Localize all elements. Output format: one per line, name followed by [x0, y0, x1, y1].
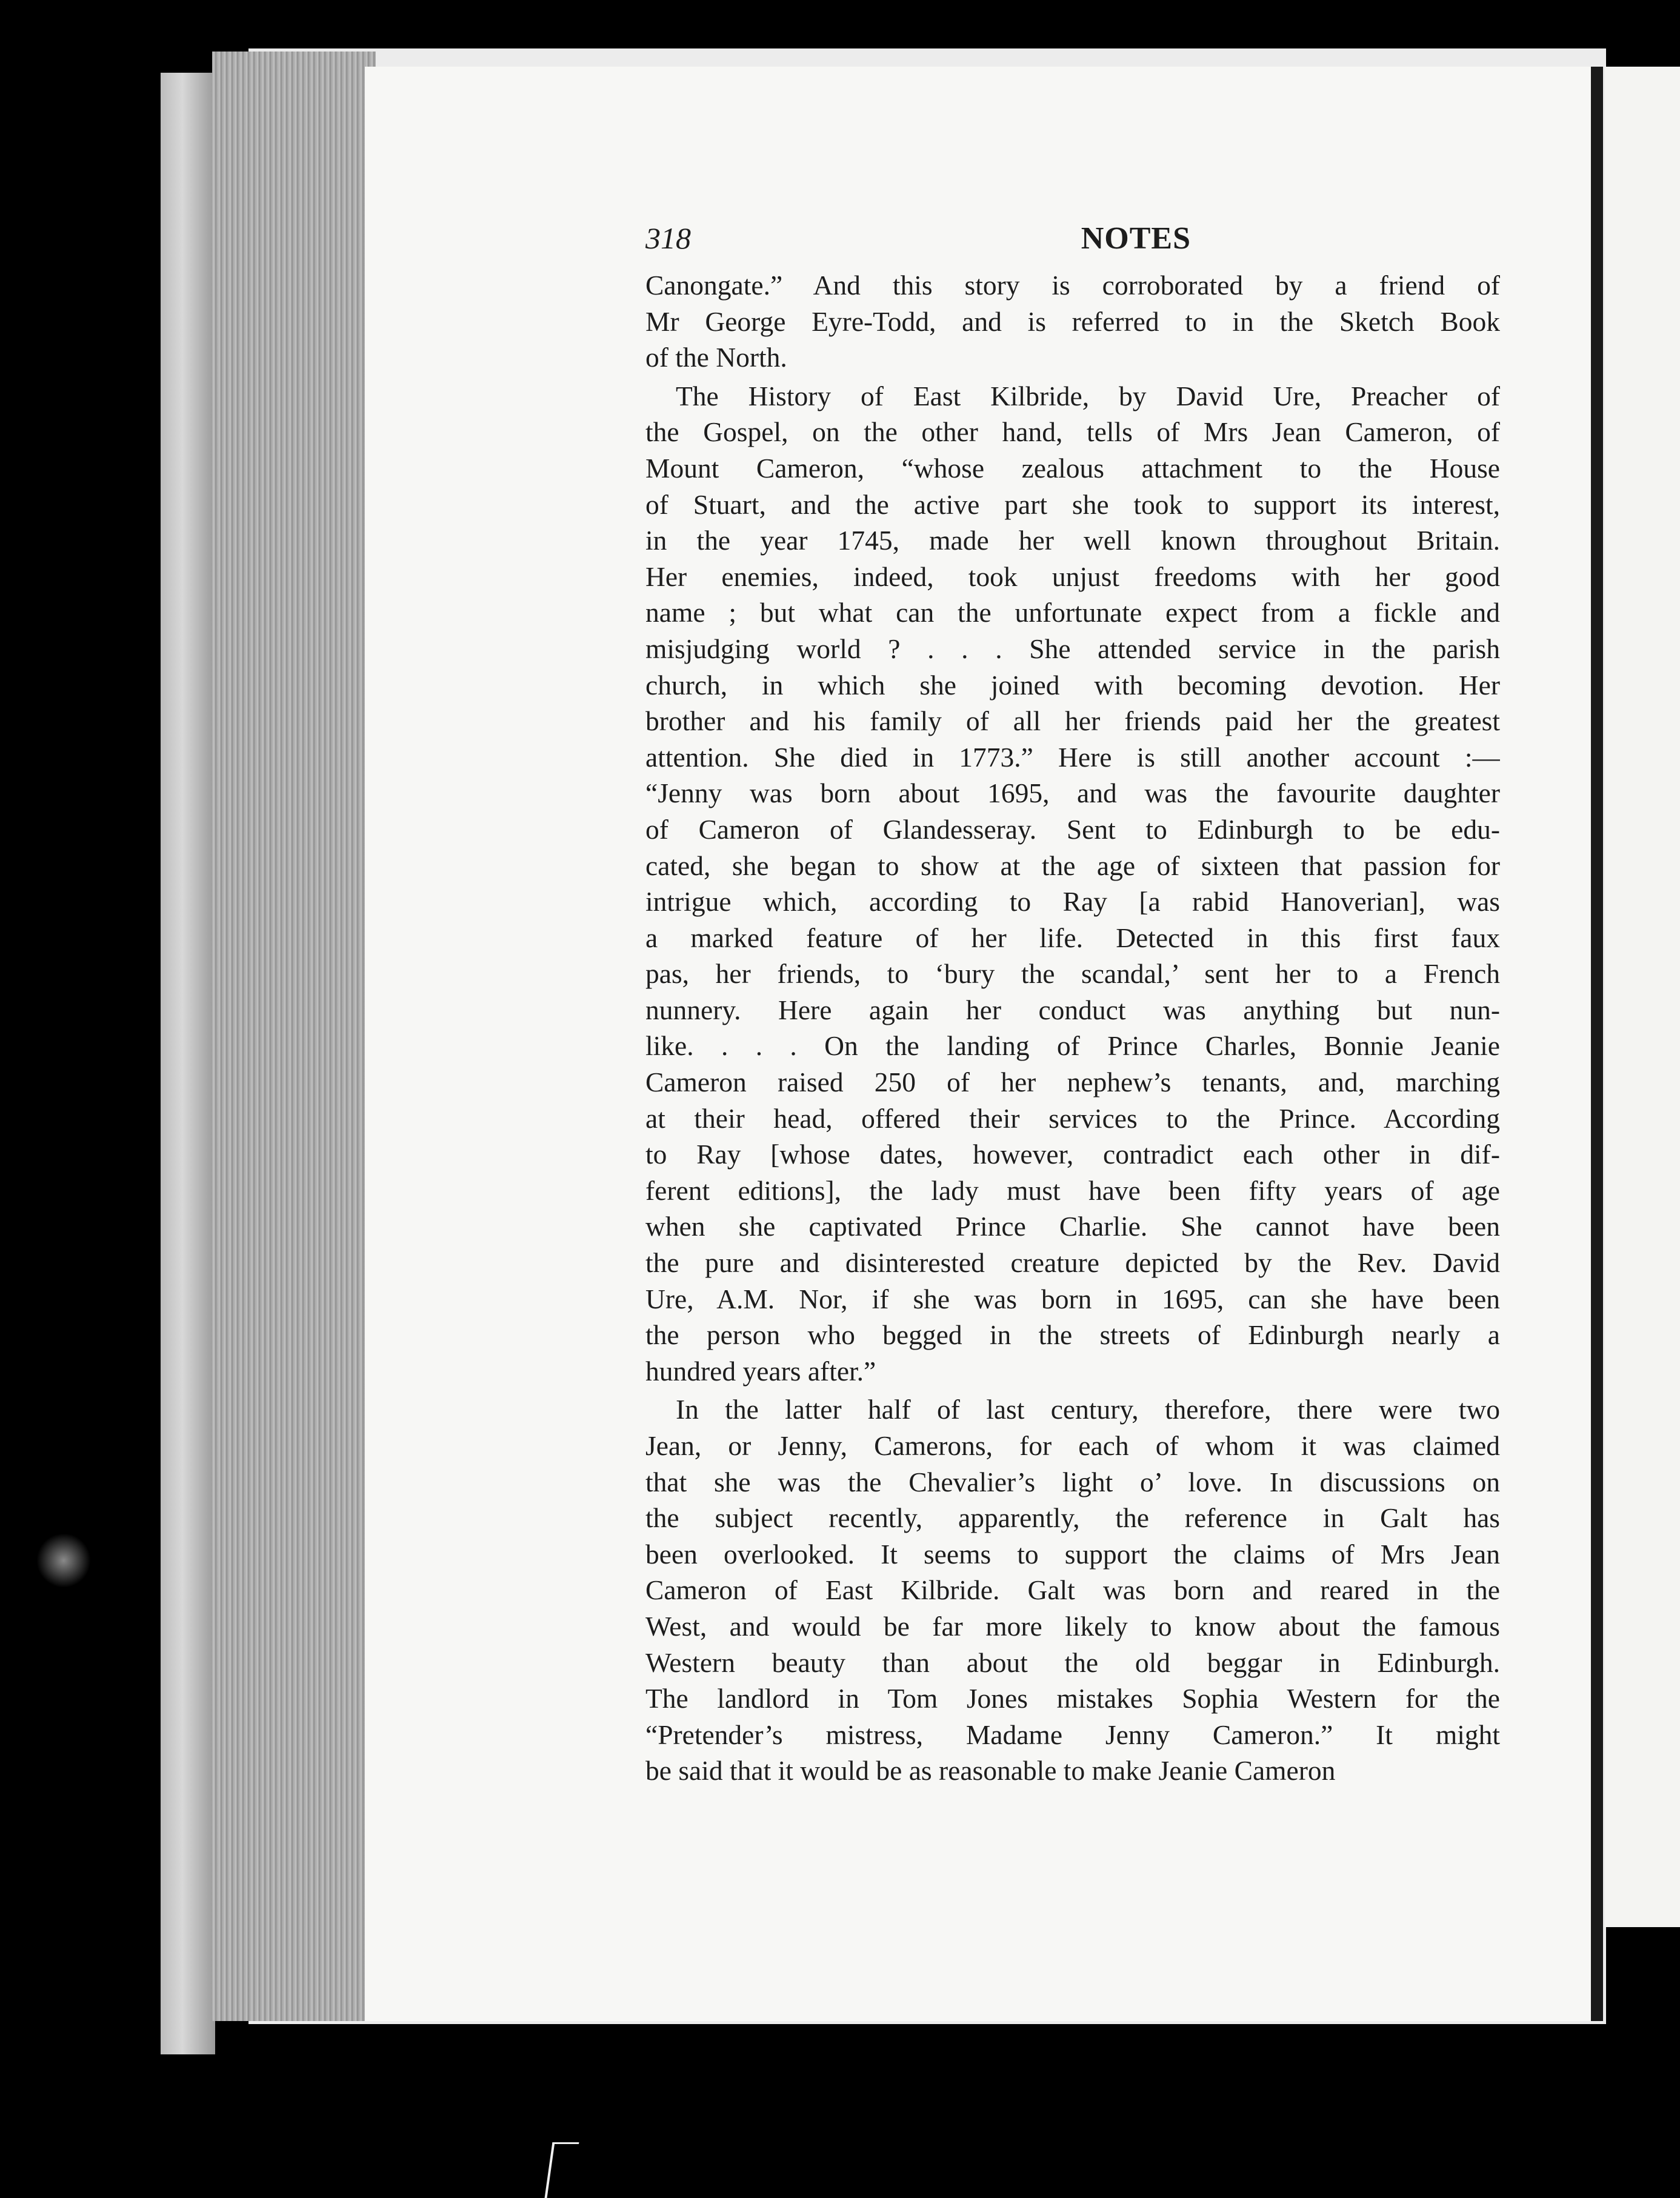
text-line: cated, she began to show at the age of sixteen that passion for	[645, 850, 1500, 881]
text-line: a marked feature of her life. Detected in this first faux	[645, 922, 1500, 953]
text-line: at their head, offered their services to the Prince. According	[645, 1102, 1500, 1134]
text-line: nunnery. Here again her conduct was anything but nun-	[645, 994, 1500, 1025]
text-line: Mount Cameron, “whose zealous attachment to the House	[645, 452, 1500, 484]
text-line: Her enemies, indeed, took unjust freedoms with her good	[645, 561, 1500, 592]
text-line: been overlooked. It seems to support the claims of Mrs Jean	[645, 1538, 1500, 1570]
text-line: the pure and disinterested creature depicted by the Rev. David	[645, 1247, 1500, 1279]
text-line: in the year 1745, made her well known throughout Britain.	[645, 525, 1500, 556]
text-line: “Jenny was born about 1695, and was the favourite daughter	[645, 778, 1500, 809]
running-head: NOTES	[1081, 221, 1191, 256]
page-gutter	[1591, 67, 1603, 2021]
text-line: West, and would be far more likely to know about the famous	[645, 1610, 1500, 1642]
text-line: of Cameron of Glandesseray. Sent to Edinburgh to be edu-	[645, 813, 1500, 845]
text-line: hundred years after.”	[645, 1355, 876, 1387]
text-line: Cameron raised 250 of her nephew’s tenants, and, marching	[645, 1067, 1500, 1098]
text-line: Ure, A.M. Nor, if she was born in 1695, can she have been	[645, 1283, 1500, 1314]
text-line: name ; but what can the unfortunate expect from a fickle and	[645, 597, 1500, 628]
scan-mark	[545, 2142, 579, 2198]
text-line: when she captivated Prince Charlie. She cannot have been	[645, 1211, 1500, 1242]
text-line: intrigue which, according to Ray [a rabid Hanoverian], was	[645, 886, 1500, 917]
page-header	[645, 209, 1500, 267]
page-number: 318	[645, 221, 691, 255]
text-line: like. . . . On the landing of Prince Charles, Bonnie Jeanie	[645, 1030, 1500, 1062]
page-text	[645, 209, 1500, 1789]
text-line: Canongate.” And this story is corroborated by a friend of	[645, 270, 1500, 301]
text-line: brother and his family of all her friends paid her the greatest	[645, 705, 1500, 737]
text-line: Cameron of East Kilbride. Galt was born and reared in the	[645, 1574, 1500, 1606]
text-line: The landlord in Tom Jones mistakes Sophia Western for the	[645, 1683, 1500, 1714]
text-line: “Pretender’s mistress, Madame Jenny Cameron.” It might	[645, 1719, 1500, 1750]
text-line: misjudging world ? . . . She attended service in the parish	[645, 633, 1500, 664]
text-line: that she was the Chevalier’s light o’ love. In discussions on	[645, 1466, 1500, 1497]
text-line: of the North.	[645, 342, 787, 373]
text-line: the person who begged in the streets of Edinburgh nearly a	[645, 1319, 1500, 1351]
body-text	[645, 267, 1500, 1789]
scan-smudge	[36, 1533, 91, 1588]
text-line: the Gospel, on the other hand, tells of Mrs Jean Cameron, of	[645, 416, 1500, 448]
text-line: attention. She died in 1773.” Here is still another account :—	[645, 741, 1500, 773]
text-line: church, in which she joined with becoming devotion. Her	[645, 669, 1500, 701]
text-line: be said that it would be as reasonable to make Jeanie Cameron	[645, 1755, 1336, 1787]
book-page-edges	[212, 52, 376, 2021]
text-line: the subject recently, apparently, the reference in Galt has	[645, 1502, 1500, 1534]
text-line: Jean, or Jenny, Camerons, for each of whom it was claimed	[645, 1430, 1500, 1461]
text-line: to Ray [whose dates, however, contradict each other in dif-	[645, 1139, 1500, 1170]
text-line: Mr George Eyre-Todd, and is referred to in the Sketch Book	[645, 305, 1500, 337]
text-line: The History of East Kilbride, by David Ure, Preacher of	[676, 380, 1500, 411]
facing-page-edge	[1605, 67, 1680, 1927]
text-line: pas, her friends, to ‘bury the scandal,’ sent her to a French	[645, 958, 1500, 990]
book-edge-outer	[161, 73, 215, 2054]
text-line: Western beauty than about the old beggar in Edinburgh.	[645, 1647, 1500, 1678]
text-line: In the latter half of last century, therefore, there were two	[676, 1394, 1500, 1425]
text-line: of Stuart, and the active part she took to support its interest,	[645, 488, 1500, 520]
text-line: ferent editions], the lady must have been fifty years of age	[645, 1174, 1500, 1206]
